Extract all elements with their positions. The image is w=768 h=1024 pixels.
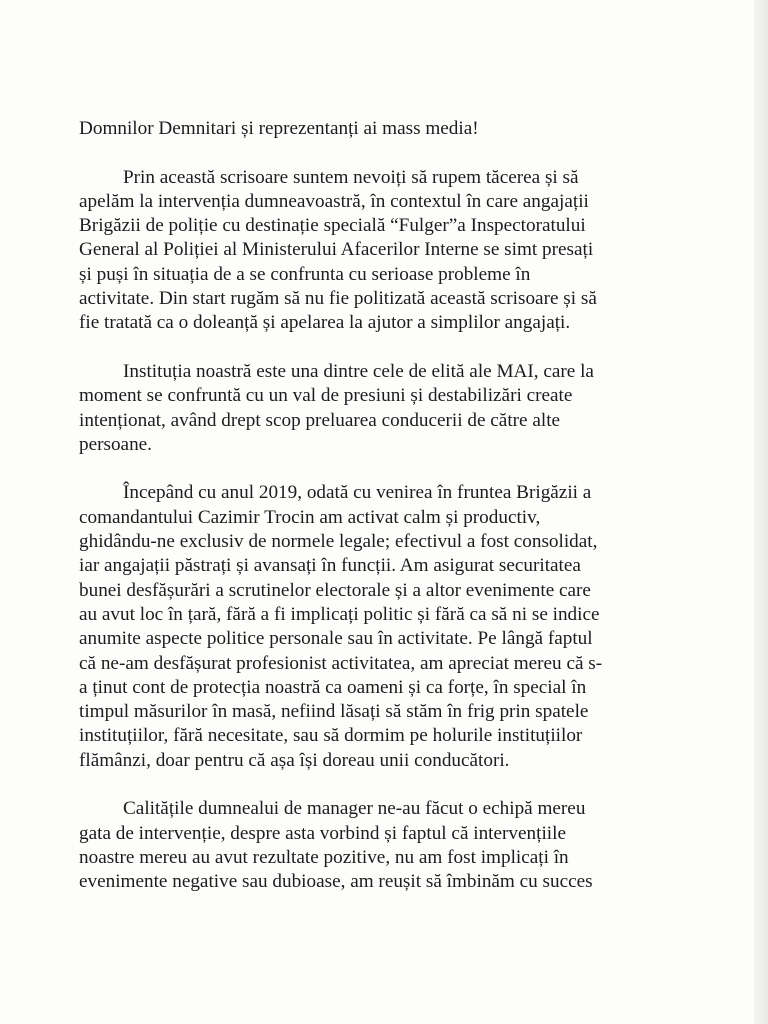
paragraph-line: flămânzi, doar pentru că așa își doreau unii conducători.	[79, 749, 510, 771]
paragraph-line: Începând cu anul 2019, odată cu venirea în fruntea Brigăzii a	[123, 482, 592, 504]
paragraph-line: General al Poliției al Ministerului Afacerilor Interne se simt presați	[79, 239, 594, 261]
paragraph-line: Instituția noastră este una dintre cele de elită ale MAI, care la	[123, 360, 594, 382]
paragraph-1	[79, 166, 679, 336]
paragraph-line: Prin această scrisoare suntem nevoiți să rupem tăcerea și să	[123, 166, 579, 188]
paragraph-line: a ținut cont de protecția noastră ca oameni și ca forțe, în special în	[79, 676, 587, 698]
paragraph-line: instituțiilor, fără necesitate, sau să dormim pe holurile instituțiilor	[79, 725, 583, 747]
salutation: Domnilor Demnitari și reprezentanți ai mass media!	[79, 118, 479, 139]
paragraph-line: evenimente negative sau dubioase, am reușit să îmbinăm cu succes	[79, 871, 593, 893]
paragraph-line: comandantului Cazimir Trocin am activat calm și productiv,	[79, 506, 541, 528]
letter-body	[79, 117, 679, 895]
paragraph-line: fie tratată ca o doleanță și apelarea la ajutor a simplilor angajați.	[79, 312, 571, 334]
paragraph-2	[79, 360, 679, 457]
paragraph-line: au avut loc în țară, fără a fi implicați politic și fără ca să ni se indice	[79, 603, 600, 625]
paragraph-4	[79, 797, 679, 894]
paragraph-line: iar angajații păstrați și avansați în funcții. Am asigurat securitatea	[79, 555, 581, 577]
paragraph-line: ghidându-ne exclusiv de normele legale; efectivul a fost consolidat,	[79, 531, 598, 553]
paragraph-line: apelăm la intervenția dumneavoastră, în contextul în care angajații	[79, 190, 589, 212]
paragraph-line: că ne-am desfășurat profesionist activitatea, am apreciat mereu că s-	[79, 652, 603, 674]
paragraph-3	[79, 481, 679, 773]
paragraph-line: Calitățile dumnealui de manager ne-au făcut o echipă mereu	[123, 798, 586, 820]
paragraph-line: activitate. Din start rugăm să nu fie politizată această scrisoare și să	[79, 288, 597, 310]
scan-shadow-edge	[754, 0, 768, 1024]
paragraph-line: moment se confruntă cu un val de presiuni și destabilizări create	[79, 385, 573, 407]
paragraph-line: noastre mereu au avut rezultate pozitive, nu am fost implicați în	[79, 846, 569, 868]
paragraph-line: persoane.	[79, 433, 152, 455]
paragraph-line: Brigăzii de poliție cu destinație specială “Fulger”a Inspectoratului	[79, 215, 586, 237]
paragraph-line: intenționat, având drept scop preluarea conducerii de către alte	[79, 409, 561, 431]
paragraph-line: și puși în situația de a se confrunta cu serioase probleme în	[79, 263, 531, 285]
paragraph-line: bunei desfășurări a scrutinelor electorale și a altor evenimente care	[79, 579, 591, 601]
paragraph-line: gata de intervenție, despre asta vorbind și faptul că intervențiile	[79, 822, 566, 844]
paragraph-line: timpul măsurilor în masă, nefiind lăsați să stăm în frig prin spatele	[79, 701, 589, 723]
paragraph-line: anumite aspecte politice personale sau în activitate. Pe lângă faptul	[79, 628, 593, 650]
